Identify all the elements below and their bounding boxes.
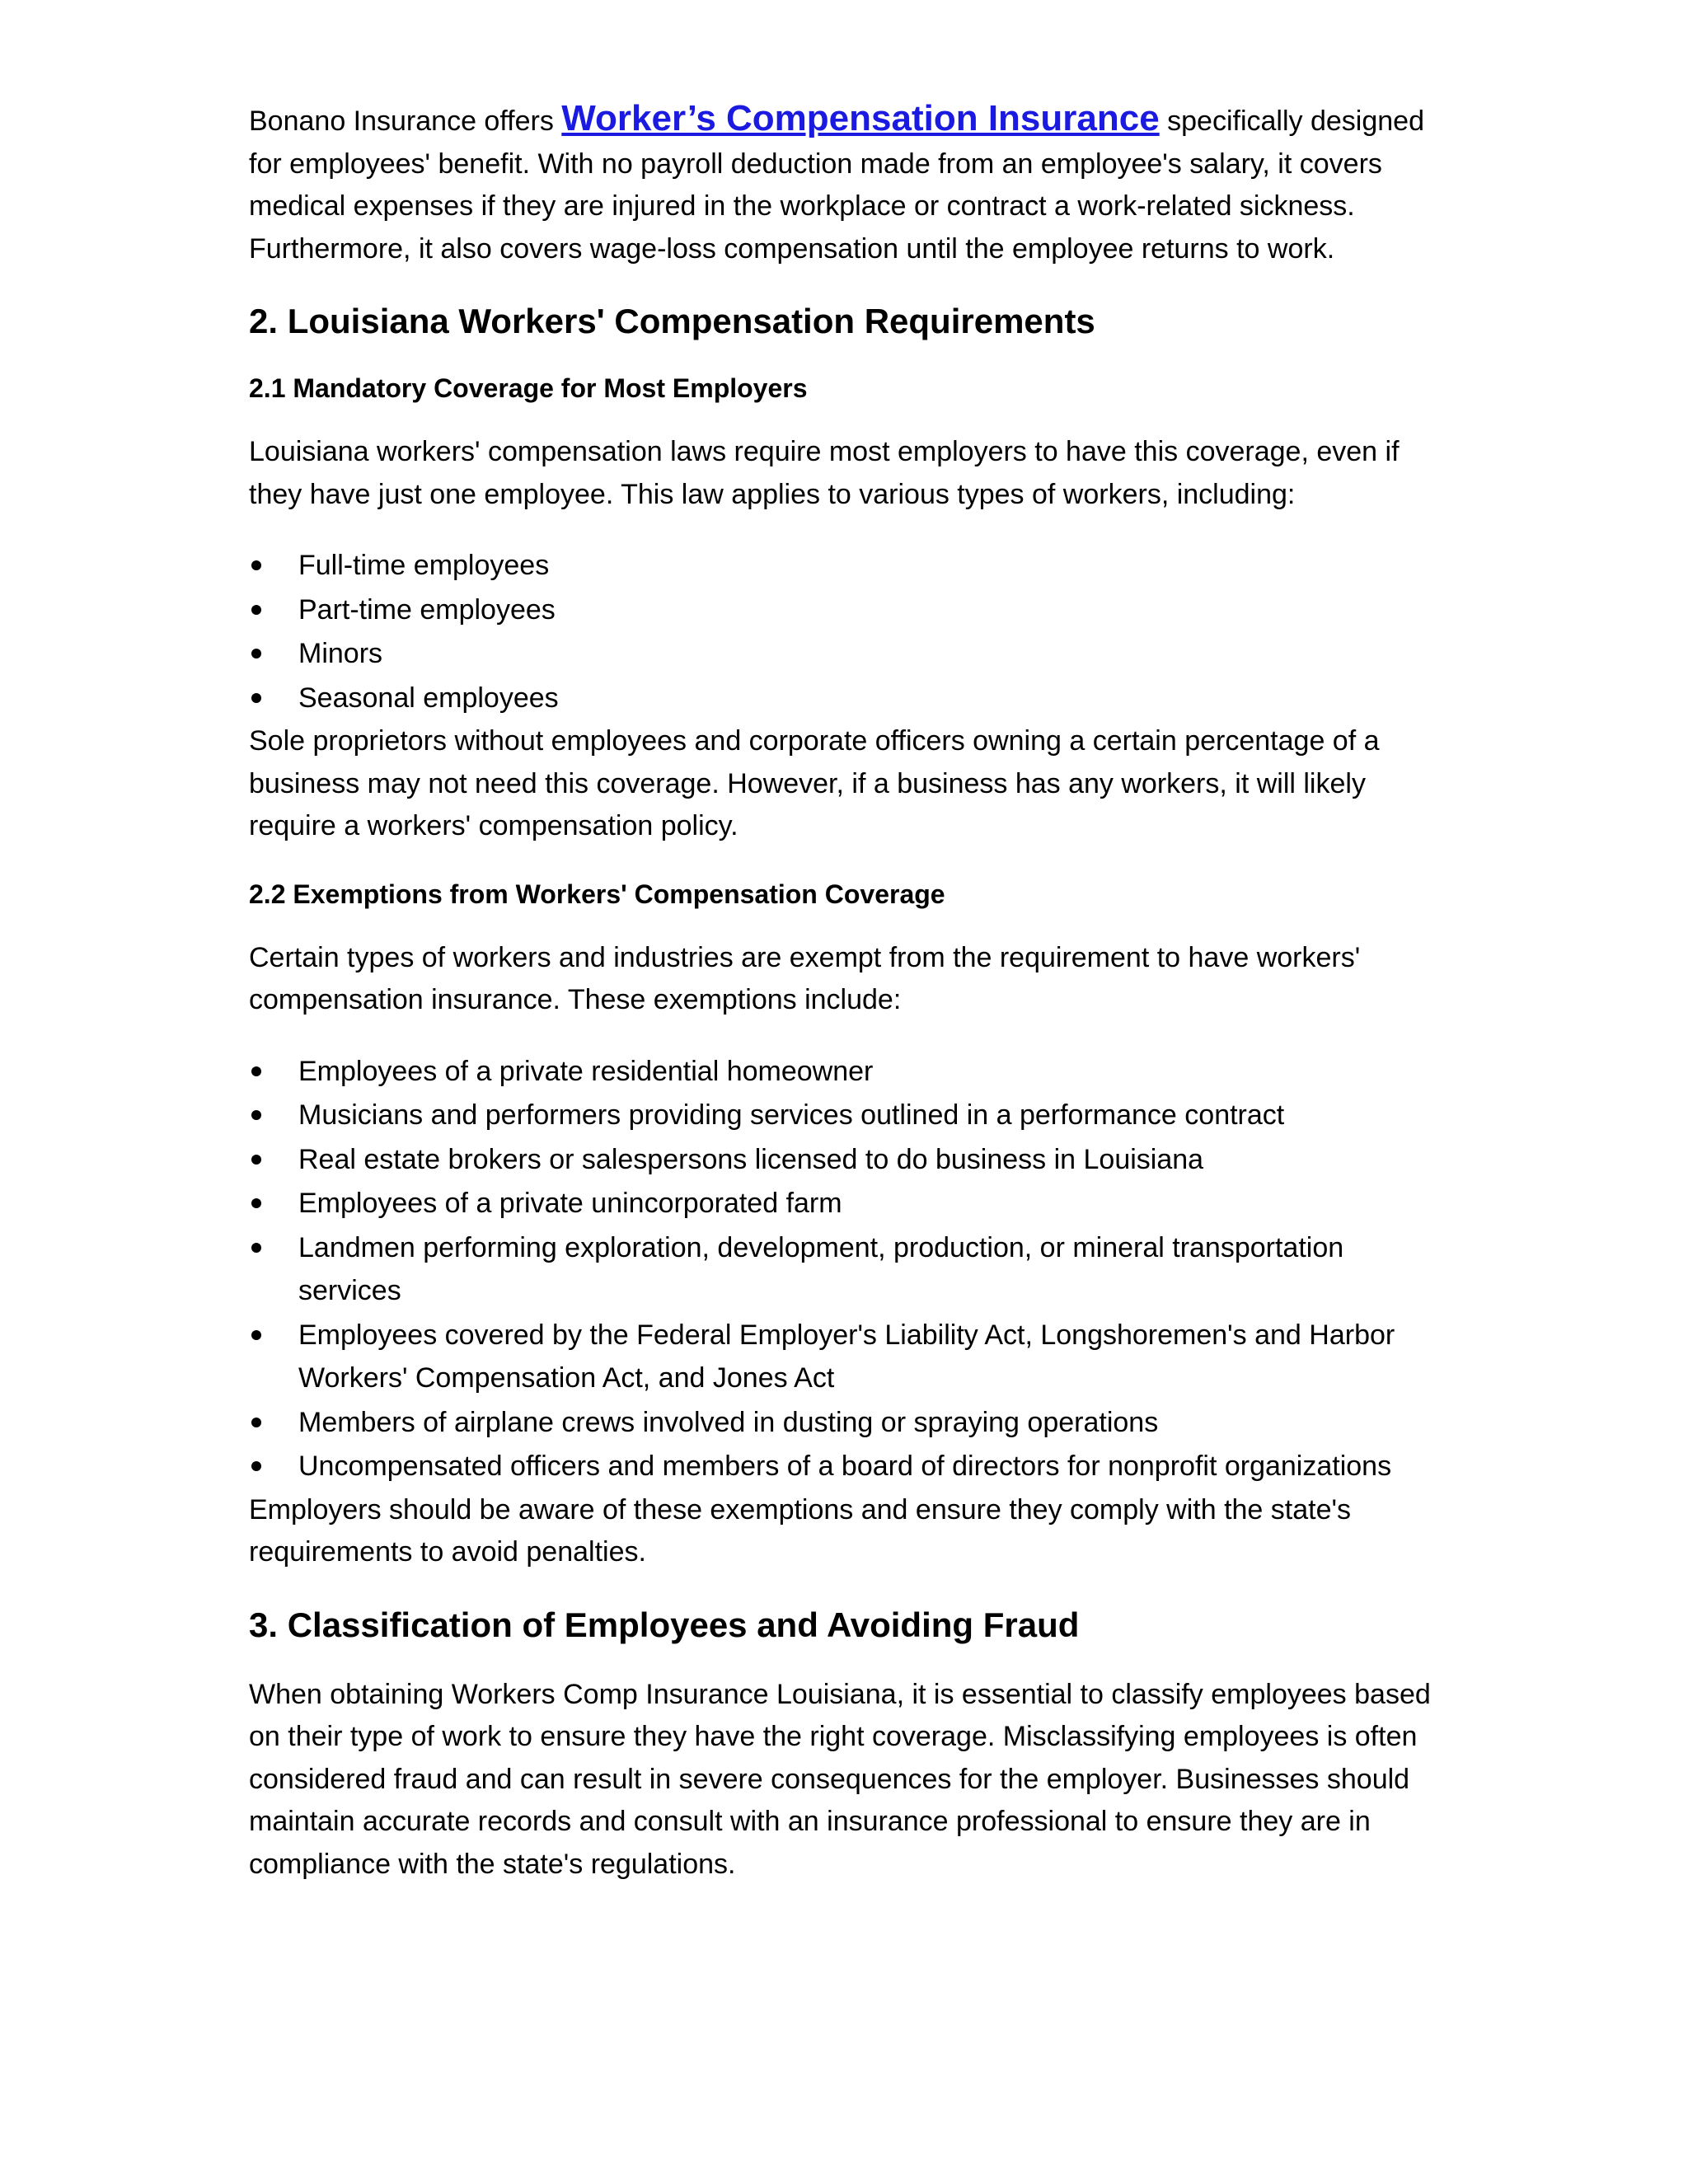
list-item: Seasonal employees	[249, 677, 1436, 720]
exemptions-list	[249, 1050, 1436, 1488]
subsection-2-2-heading: 2.2 Exemptions from Workers' Compensation Coverage	[249, 879, 945, 909]
bullet-icon	[251, 1198, 261, 1208]
list-item: Full-time employees	[249, 544, 1436, 588]
bullet-icon	[251, 1330, 261, 1340]
bullet-icon	[251, 1243, 261, 1253]
subsection-2-1-heading: 2.1 Mandatory Coverage for Most Employers	[249, 373, 808, 403]
subsection-2-1-paragraph-2: Sole proprietors without employees and corporate officers owning a certain percentage of a business may not need this coverage. However, if a business has any workers, it will likely require a workers' compensation policy.	[249, 725, 1380, 841]
list-item: Uncompensated officers and members of a board of directors for nonprofit organizations	[249, 1445, 1436, 1488]
intro-suffix: specifically designed for employees' benefit. With no payroll deduction made from an employee's salary, it covers medical expenses if they are injured in the workplace or contract a work-related sickness. Furthermore, it also covers wage-loss compensation until the employee returns to work.	[249, 105, 1424, 265]
workers-compensation-link[interactable]: Worker’s Compensation Insurance	[561, 98, 1160, 138]
subsection-2-2-paragraph-1: Certain types of workers and industries are exempt from the requirement to have workers' compensation insurance. These exemptions include:	[249, 941, 1361, 1015]
section-3-heading: 3. Classification of Employees and Avoiding Fraud	[249, 1605, 1080, 1644]
bullet-icon	[251, 1461, 261, 1471]
bullet-icon	[251, 1155, 261, 1165]
bullet-icon	[251, 693, 261, 703]
intro-prefix: Bonano Insurance offers	[249, 105, 562, 137]
list-item: Members of airplane crews involved in dusting or spraying operations	[249, 1401, 1436, 1445]
list-item: Landmen performing exploration, development, production, or mineral transportation services	[249, 1226, 1436, 1313]
bullet-icon	[251, 560, 261, 570]
list-item: Real estate brokers or salespersons licensed to do business in Louisiana	[249, 1138, 1436, 1182]
bullet-icon	[251, 1110, 261, 1120]
subsection-2-2-paragraph-2: Employers should be aware of these exemptions and ensure they comply with the state's requirements to avoid penalties.	[249, 1493, 1351, 1568]
list-item: Employees of a private residential homeowner	[249, 1050, 1436, 1094]
worker-types-list	[249, 544, 1436, 719]
section-3-paragraph-1: When obtaining Workers Comp Insurance Louisiana, it is essential to classify employees based on their type of work to ensure they have the right coverage. Misclassifying employees is often considered fraud and can result in severe consequences for the employer. Businesses should maintain accurate records and consult with an insurance professional to ensure they are in compliance with the state's regulations.	[249, 1678, 1431, 1880]
list-item: Musicians and performers providing services outlined in a performance contract	[249, 1094, 1436, 1137]
section-2-heading: 2. Louisiana Workers' Compensation Requirements	[249, 302, 1095, 340]
list-item: Minors	[249, 632, 1436, 676]
document-page	[249, 97, 1436, 1886]
subsection-2-1-paragraph-1: Louisiana workers' compensation laws require most employers to have this coverage, even if they have just one employee. This law applies to various types of workers, including:	[249, 436, 1400, 510]
bullet-icon	[251, 605, 261, 615]
list-item: Part-time employees	[249, 588, 1436, 632]
bullet-icon	[251, 1418, 261, 1427]
list-item: Employees covered by the Federal Employer's Liability Act, Longshoremen's and Harbor Workers' Compensation Act, and Jones Act	[249, 1314, 1436, 1400]
list-item: Employees of a private unincorporated farm	[249, 1182, 1436, 1226]
bullet-icon	[251, 1066, 261, 1076]
bullet-icon	[251, 649, 261, 658]
intro-paragraph	[249, 97, 1436, 270]
